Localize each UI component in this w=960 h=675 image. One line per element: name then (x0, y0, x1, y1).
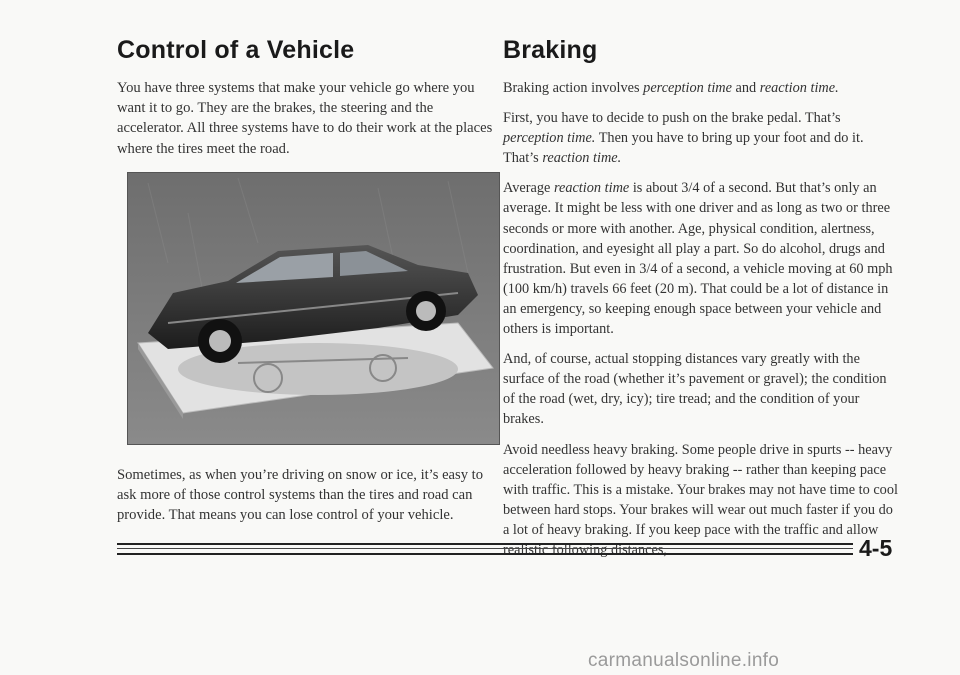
italic-term: perception time (643, 80, 732, 96)
section-title-control: Control of a Vehicle (117, 36, 355, 64)
italic-term: reaction time. (759, 80, 839, 96)
watermark: carmanualsonline.info (588, 650, 780, 671)
italic-term: reaction time. (542, 150, 622, 167)
section-title-braking: Braking (503, 36, 598, 64)
paragraph-stopping-distances: And, of course, actual stopping distances vary greatly with the surface of the road (whether it’s pavement or gravel); the condition of the road (wet, dry, icy); tire tread; and the condition of your brakes. (503, 351, 887, 428)
italic-term: reaction time (553, 180, 630, 197)
text-run: Braking action involves (503, 80, 644, 96)
text-run: Then you have to bring up your foot and do it. That’s (503, 130, 864, 167)
text-run: and (731, 80, 760, 96)
footer-rule (117, 548, 853, 549)
text-run: Average (503, 180, 554, 197)
car-on-road-illustration (128, 173, 499, 444)
paragraph-braking-action (503, 78, 898, 98)
right-column (503, 36, 898, 570)
paragraph-reaction-time (503, 178, 898, 339)
page-number: 4-5 (859, 535, 893, 561)
left-column (117, 36, 499, 535)
text-run: First, you have to decide to push on the brake pedal. That’s (503, 110, 841, 127)
vehicle-photo (127, 172, 500, 445)
paragraph-snow-ice: Sometimes, as when you’re driving on snow or ice, it’s easy to ask more of those control systems than the tires and road can provide. That means you can lose control of your vehicle. (117, 466, 483, 524)
footer-rule (117, 553, 853, 555)
text-run: is about 3/4 of a second. But that’s only an average. It might be less with one driver and as long as two or three seconds or more with another. Age, physical condition, alertness, coordination, and eyesight all play a part. So do alcohol, drugs and frustration. But even in 3/4 of a second, a vehicle moving at 60 mph (100 km/h) travels 66 feet (20 m). That could be a lot of distance in an emergency, so keeping enough space between your vehicle and others is important. (503, 180, 893, 338)
italic-term: perception time. (503, 130, 596, 147)
paragraph-perception-time (503, 108, 898, 168)
footer-rule (117, 543, 853, 545)
paragraph-heavy-braking: Avoid needless heavy braking. Some people drive in spurts -- heavy acceleration followed by heavy braking -- rather than keeping pace with traffic. This is a mistake. Your brakes may not have time to cool between hard stops. Your brakes will wear out much faster if you do a lot of heavy braking. If you keep pace with the traffic and allow realistic following distances, (503, 441, 898, 558)
paragraph-intro: You have three systems that make your vehicle go where you want it to go. They are the brakes, the steering and the accelerator. All three systems have to do their work at the places where the tires meet the road. (117, 80, 493, 157)
